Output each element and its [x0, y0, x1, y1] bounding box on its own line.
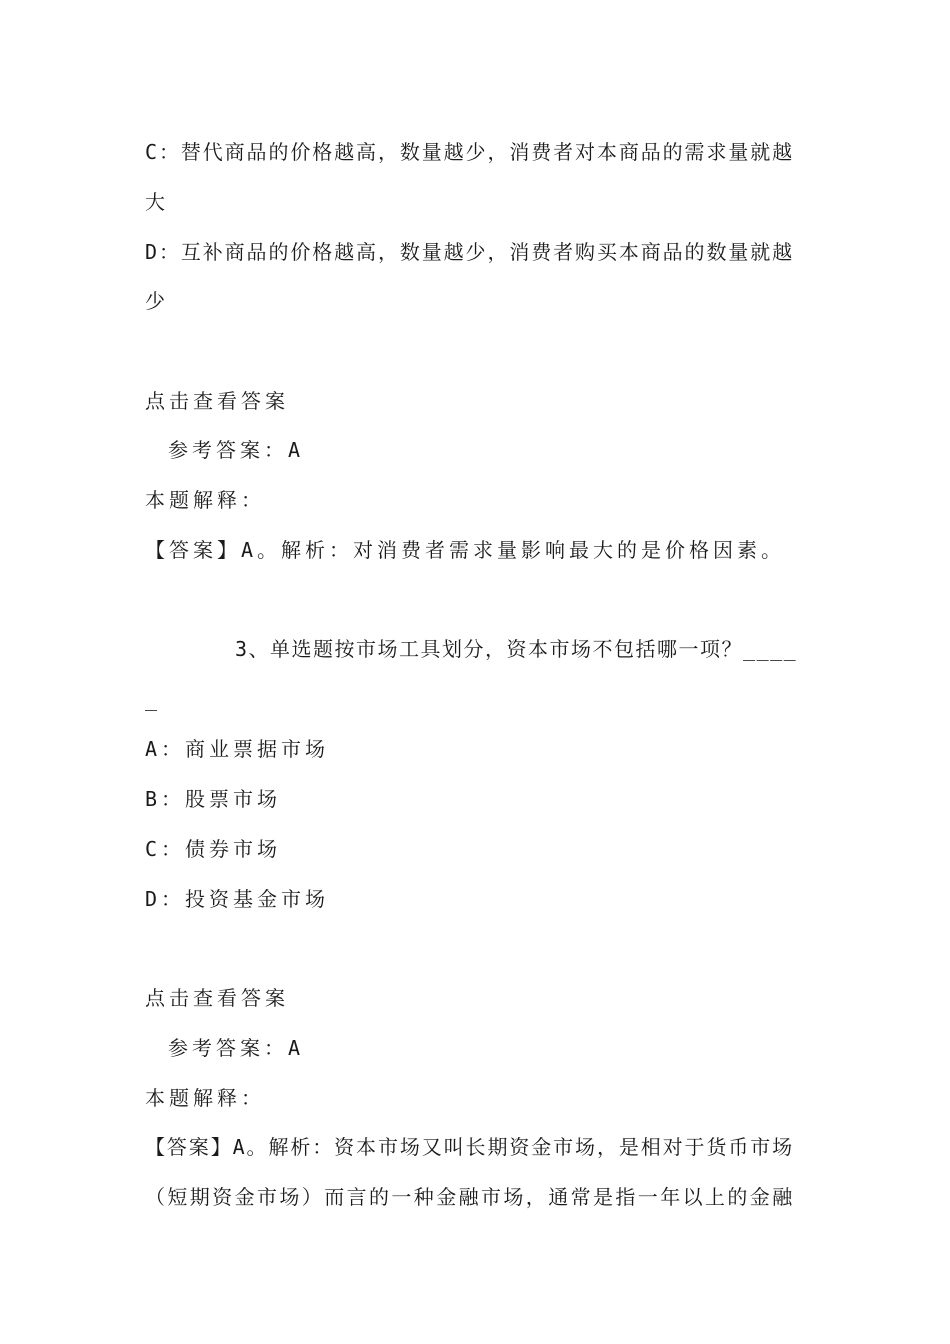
q2-option-d-line2: 少 — [145, 289, 169, 313]
q3-reference-answer: 参考答案：A — [168, 1036, 305, 1060]
q3-question-line1: 3、单选题按市场工具划分，资本市场不包括哪一项？____ — [235, 637, 798, 661]
q3-option-a: A：商业票据市场 — [145, 737, 330, 761]
q2-explanation-label: 本题解释： — [145, 488, 265, 512]
q2-option-d-line1: D：互补商品的价格越高，数量越少，消费者购买本商品的数量就越 — [145, 240, 795, 264]
q2-reference-answer: 参考答案：A — [168, 438, 305, 462]
q3-question-line2: _ — [145, 687, 162, 711]
q3-option-b: B：股票市场 — [145, 787, 282, 811]
q2-view-answer-link[interactable]: 点击查看答案 — [145, 389, 289, 413]
q3-option-c: C：债券市场 — [145, 837, 282, 861]
q3-explanation-line1: 【答案】A。解析：资本市场又叫长期资金市场，是相对于货币市场 — [145, 1135, 795, 1159]
q3-explanation-label: 本题解释： — [145, 1086, 265, 1110]
q3-view-answer-link[interactable]: 点击查看答案 — [145, 986, 289, 1010]
q2-explanation-text: 【答案】A。解析：对消费者需求量影响最大的是价格因素。 — [145, 538, 786, 562]
q2-option-c-line2: 大 — [145, 190, 169, 214]
q3-option-d: D：投资基金市场 — [145, 887, 330, 911]
q2-option-c-line1: C：替代商品的价格越高，数量越少，消费者对本商品的需求量就越 — [145, 140, 795, 164]
q3-explanation-line2: （短期资金市场）而言的一种金融市场，通常是指一年以上的金融 — [145, 1185, 795, 1209]
